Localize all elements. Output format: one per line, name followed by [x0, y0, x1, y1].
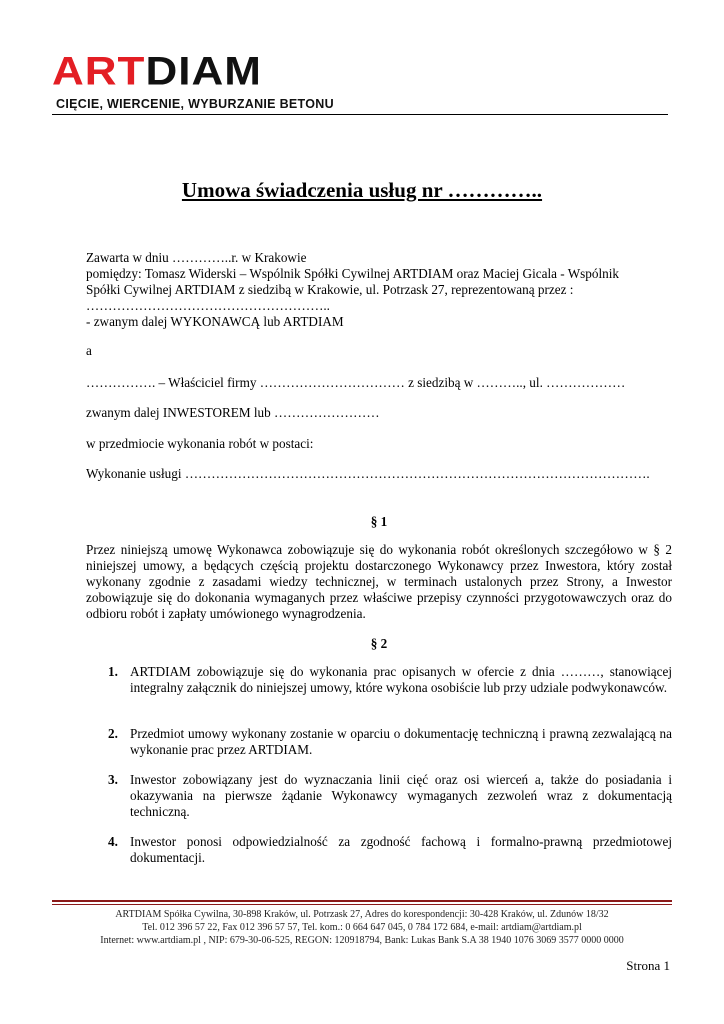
intro-company: Spółki Cywilnej ARTDIAM z siedzibą w Krakowie, ul. Potrzask 27, reprezentowaną przez : — [86, 282, 574, 297]
intro-date: Zawarta w dniu …………..r. w Krakowie — [86, 250, 307, 265]
intro-between: pomiędzy: Tomasz Widerski – Wspólnik Spółki Cywilnej ARTDIAM oraz Maciej Gicala - Wspólnik — [86, 266, 619, 281]
section1-heading: § 1 — [370, 514, 388, 529]
section1-text: Przez niniejszą umowę Wykonawca zobowiązuje się do wykonania robót określonych szczegółowo w § 2 niniejszej umowy, a będących częścią projektu dostarczonego Wykonawcy przez Inwestora, który został wykonany zgodnie z zasadami wiedzy technicznej, w terminach ustalonych przez Strony, a Inwestor zobowiązuje się do dokonania wymaganych przez właściwe przepisy czynności przygotowawczych oraz do odbioru robót i zapłaty umówionego wynagrodzenia. — [86, 542, 672, 621]
list-item — [108, 726, 672, 758]
footer-address: ARTDIAM Spółka Cywilna, 30-898 Kraków, ul. Potrzask 27, Adres do korespondencji: 30-428 Kraków, ul. Zdunów 18/32 — [115, 909, 609, 920]
investor-line: zwanym dalej INWESTOREM lub …………………… — [86, 405, 380, 420]
list-item-number: 2. — [108, 726, 118, 741]
subject-line: w przedmiocie wykonania robót w postaci: — [86, 436, 314, 451]
list-item-text: Inwestor zobowiązany jest do wyznaczania linii cięć oraz osi wierceń a, także do posiadania i okazywania na pierwsze żądanie Wykonawcy wymaganych zezwoleń wraz z dokumentacją techniczną. — [130, 772, 672, 819]
company-logo — [52, 49, 262, 94]
footer-phones: Tel. 012 396 57 22, Fax 012 396 57 57, Tel. kom.: 0 664 647 045, 0 784 172 684, e-mail: artdiam@artdiam.pl — [142, 922, 582, 933]
list-item — [108, 834, 672, 866]
page-number: Strona 1 — [626, 958, 670, 973]
document-title: Umowa świadczenia usług nr ………….. — [181, 178, 543, 202]
company-tagline: CIĘCIE, WIERCENIE, WYBURZANIE BETONU — [56, 97, 334, 111]
list-item-number: 4. — [108, 834, 118, 849]
logo-art: ART — [52, 49, 146, 94]
list-item-text: ARTDIAM zobowiązuje się do wykonania prac opisanych w ofercie z dnia ………, stanowiącej integralny załącznik do niniejszej umowy, które wykona osobiście lub przy udziale podwykonawców. — [130, 664, 672, 695]
list-item-number: 1. — [108, 664, 118, 679]
logo-diam: DIAM — [145, 49, 262, 94]
intro-contractor: - zwanym dalej WYKONAWCĄ lub ARTDIAM — [86, 314, 344, 329]
intro-representative: ……………………………………………….. — [86, 298, 330, 313]
footer-divider-thin — [52, 904, 672, 905]
footer-contact — [44, 908, 680, 947]
section2-heading: § 2 — [370, 636, 388, 651]
list-item-text: Przedmiot umowy wykonany zostanie w oparciu o dokumentację techniczną i prawną zezwalającą na wykonanie prac przez ARTDIAM. — [130, 726, 672, 757]
footer-internet: Internet: www.artdiam.pl , NIP: 679-30-06-525, REGON: 120918794, Bank: Lukas Bank S.A 38 1940 1076 3069 3577 0000 0000 — [100, 935, 624, 946]
intro-and: a — [86, 343, 92, 358]
list-item — [108, 772, 672, 820]
service-line: Wykonanie usługi ……………………………………………………………………………………………. — [86, 466, 650, 481]
footer-divider — [52, 900, 672, 902]
header-divider — [52, 114, 668, 115]
list-item — [108, 664, 672, 696]
owner-line: ……………. – Właściciel firmy …………………………… z siedzibą w ……….., ul. ……………… — [86, 375, 626, 390]
list-item-number: 3. — [108, 772, 118, 787]
intro-parties — [86, 250, 672, 330]
list-item-text: Inwestor ponosi odpowiedzialność za zgodność fachową i formalno-prawną przedmiotowej dokumentacji. — [130, 834, 672, 865]
